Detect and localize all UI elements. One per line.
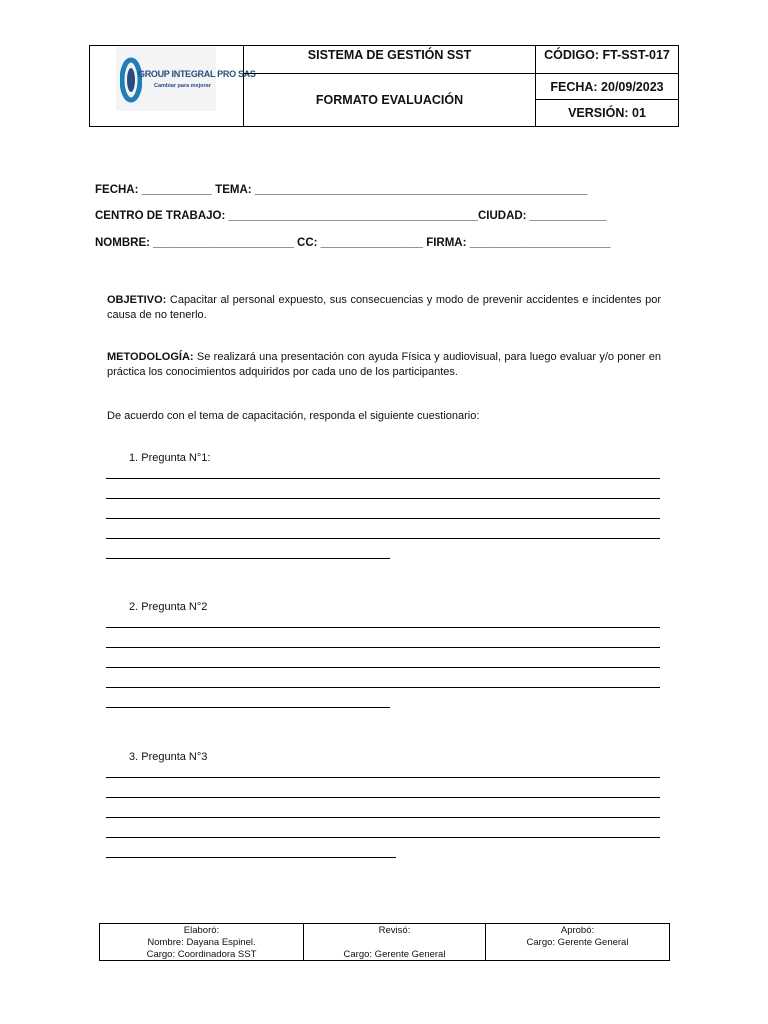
reviso-title: Revisó: (378, 925, 411, 936)
answer-line[interactable] (106, 498, 660, 499)
question-1-label: 1. Pregunta N°1: (129, 452, 211, 464)
logo-ring-icon (120, 57, 142, 103)
document-code: CÓDIGO: FT-SST-017 (536, 46, 678, 74)
methodology-paragraph (107, 350, 661, 380)
answer-line[interactable] (106, 837, 660, 838)
objective-paragraph (107, 293, 661, 323)
elaboro-name: Nombre: Dayana Espinel. (147, 937, 256, 948)
answer-line[interactable] (106, 518, 660, 519)
instruction-text: De acuerdo con el tema de capacitación, responda el siguiente cuestionario: (107, 410, 480, 422)
answer-line[interactable] (106, 707, 390, 708)
question-3-label: 3. Pregunta N°3 (129, 751, 208, 763)
date-topic-field[interactable]: FECHA: ___________ TEMA: ____________________________________________________ (95, 184, 588, 196)
answer-line[interactable] (106, 647, 660, 648)
methodology-text: Se realizará una presentación con ayuda Física y audiovisual, para luego evaluar y/o poner en práctica los conocimientos adquiridos por cada uno de los participantes. (107, 351, 661, 378)
elaboro-role: Cargo: Coordinadora SST (146, 949, 257, 960)
aprobo-title: Aprobó: (560, 925, 595, 936)
objective-label: OBJETIVO: (107, 294, 167, 306)
document-version: VERSIÓN: 01 (568, 106, 646, 120)
answer-line[interactable] (106, 627, 660, 628)
document-date: FECHA: 20/09/2023 (536, 74, 678, 100)
answer-line[interactable] (106, 478, 660, 479)
elaboro-title: Elaboró: (183, 925, 220, 936)
answer-line[interactable] (106, 797, 660, 798)
answer-line[interactable] (106, 817, 660, 818)
objective-text: Capacitar al personal expuesto, sus consecuencias y modo de prevenir accidentes e incidentes por causa de no tenerlo. (107, 294, 661, 321)
system-title: SISTEMA DE GESTIÓN SST (244, 46, 536, 74)
answer-line[interactable] (106, 667, 660, 668)
aprobo-role: Cargo: Gerente General (526, 937, 629, 948)
answer-line[interactable] (106, 538, 660, 539)
answer-line[interactable] (106, 777, 660, 778)
answer-line[interactable] (106, 687, 660, 688)
elaboro-cell (100, 924, 304, 960)
aprobo-cell (486, 924, 669, 960)
logo-brand-text: GROUP INTEGRAL PRO SAS (138, 69, 256, 79)
document-header (89, 45, 679, 127)
name-cc-signature-field[interactable]: NOMBRE: ______________________ CC: ________________ FIRMA: ______________________ (95, 237, 611, 249)
question-2-label: 2. Pregunta N°2 (129, 601, 208, 613)
methodology-label: METODOLOGÍA: (107, 351, 194, 363)
answer-line[interactable] (106, 558, 390, 559)
workplace-city-field[interactable]: CENTRO DE TRABAJO: _______________________________________CIUDAD: ____________ (95, 210, 607, 222)
logo-cell (90, 46, 256, 126)
reviso-cell (304, 924, 486, 960)
company-logo (116, 47, 256, 111)
format-title: FORMATO EVALUACIÓN (244, 74, 536, 126)
answer-line[interactable] (106, 857, 396, 858)
reviso-role: Cargo: Gerente General (343, 949, 446, 960)
approval-table (99, 923, 670, 961)
logo-tagline: Cambiar para mejorar (154, 83, 211, 89)
